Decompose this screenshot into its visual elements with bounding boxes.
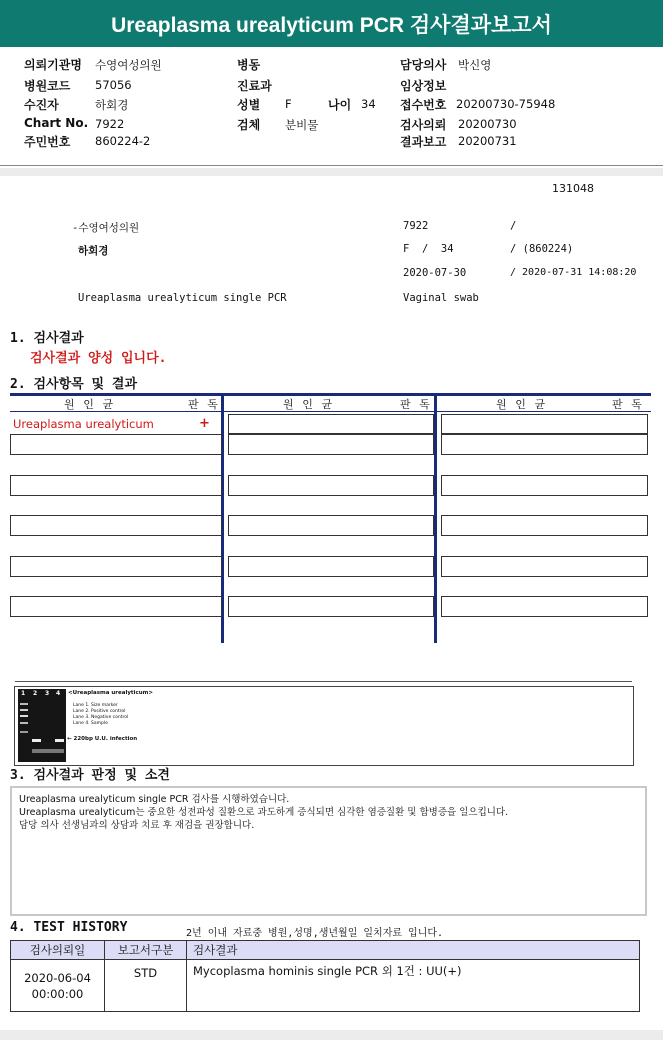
report-chart: 7922 xyxy=(403,220,429,232)
value-sex: F xyxy=(285,97,292,111)
organism-row1-mark: + xyxy=(199,416,210,431)
value-clinic: 수영여성의원 xyxy=(95,58,162,72)
report-sex-age: F / 34 xyxy=(403,243,454,255)
result-cell xyxy=(441,515,648,536)
history-col-result: 검사결과 xyxy=(187,941,640,960)
history-result: Mycoplasma hominis single PCR 외 1건 : UU(+) xyxy=(187,960,640,1012)
gel-band xyxy=(32,739,41,742)
label-patient: 수진자 xyxy=(24,98,59,112)
gel-band-label-text: 220bp U.U. infection xyxy=(73,736,138,742)
result-cell xyxy=(228,596,434,617)
history-type: STD xyxy=(105,960,187,1012)
report-code: 131048 xyxy=(552,182,594,195)
label-chart-no: Chart No. xyxy=(24,116,89,130)
section4-title: 4. TEST HISTORY xyxy=(10,920,128,935)
label-hospital-code: 병원코드 xyxy=(24,79,71,93)
history-note: 2년 이내 자료중 병원,성명,생년월일 일치자료 입니다. xyxy=(186,928,444,939)
result-cell xyxy=(10,475,222,496)
gel-image xyxy=(18,689,66,762)
value-request-date: 20200730 xyxy=(458,117,517,131)
history-col-date: 검사의뢰일 xyxy=(11,941,105,960)
label-clinical-info: 임상정보 xyxy=(400,79,447,93)
footer-bar xyxy=(0,1030,663,1040)
section1-title: 1. 검사결과 xyxy=(10,331,84,346)
result-cell xyxy=(10,596,222,617)
value-report-date: 20200731 xyxy=(458,134,517,148)
opinion-line: 담당 의사 선생님과의 상담과 치료 후 재검을 권장합니다. xyxy=(19,820,255,831)
result-cell xyxy=(228,475,434,496)
report-birth: / (860224) xyxy=(510,243,574,255)
label-resident-no: 주민번호 xyxy=(24,135,71,149)
value-specimen: 분비물 xyxy=(285,118,319,132)
gel-legend-line: Lane 3. Negative control xyxy=(73,715,129,720)
label-request-date: 검사의뢰 xyxy=(400,118,447,132)
result-cell xyxy=(10,556,222,577)
label-specimen: 검체 xyxy=(237,118,261,132)
value-chart-no: 7922 xyxy=(95,117,125,131)
opinion-text xyxy=(19,793,508,832)
gel-band xyxy=(55,739,64,742)
value-patient: 하회경 xyxy=(95,98,129,112)
gel-legend-line: Lane 1. Size marker xyxy=(73,703,118,708)
result-cell xyxy=(441,596,648,617)
gel-band xyxy=(20,709,28,711)
label-ward: 병동 xyxy=(237,58,261,72)
opinion-line: Ureaplasma urealyticum single PCR 검사를 시행하였습니다. xyxy=(19,794,290,805)
gel-top-rule xyxy=(15,681,632,682)
organism-row1-name: Ureaplasma urealyticum xyxy=(13,417,154,431)
value-hospital-code: 57056 xyxy=(95,78,132,92)
value-receipt-no: 20200730-75948 xyxy=(456,97,556,111)
history-header-row xyxy=(11,941,640,960)
gel-image-panel xyxy=(14,686,634,766)
history-col-type: 보고서구분 xyxy=(105,941,187,960)
section-divider xyxy=(0,168,663,176)
result-cell xyxy=(441,475,648,496)
label-department: 진료과 xyxy=(237,79,272,93)
result-cell xyxy=(441,556,648,577)
label-clinic: 의뢰기관명 xyxy=(24,58,82,72)
result-cell xyxy=(10,515,222,536)
result-cell xyxy=(10,434,222,455)
col-organism-1: 원 인 균 xyxy=(64,398,115,411)
gel-caption: <Ureaplasma urealyticum> xyxy=(68,690,153,696)
col-organism-2: 원 인 균 xyxy=(283,398,334,411)
col-judge-1: 판 독 xyxy=(188,398,219,411)
gel-band-label: ← 220bp U.U. infection xyxy=(67,736,138,742)
result-cell xyxy=(228,434,434,455)
report-slash: / xyxy=(510,220,517,232)
col-organism-3: 원 인 균 xyxy=(496,398,547,411)
value-age: 34 xyxy=(361,97,376,111)
section2-title: 2. 검사항목 및 결과 xyxy=(10,377,138,392)
report-date-in: 2020-07-30 xyxy=(403,267,467,279)
result-cell xyxy=(228,414,434,434)
gel-band xyxy=(20,715,28,717)
table-row xyxy=(11,960,640,1012)
section3-title: 3. 검사결과 판정 및 소견 xyxy=(10,768,170,783)
report-test-name: Ureaplasma urealyticum single PCR xyxy=(78,292,287,304)
report-clinic: -수영여성의원 xyxy=(72,222,140,234)
report-specimen: Vaginal swab xyxy=(403,292,479,304)
result-cell xyxy=(441,414,648,434)
value-resident-no: 860224-2 xyxy=(95,134,151,148)
col-judge-3: 판 독 xyxy=(612,398,643,411)
label-sex: 성별 xyxy=(237,98,261,112)
report-title-text: Ureaplasma urealyticum PCR 검사결과보고서 xyxy=(111,13,552,37)
report-patient: 하회경 xyxy=(78,245,109,257)
report-clinic-text: 수영여성의원 xyxy=(78,222,140,234)
header-info xyxy=(0,49,663,166)
report-title xyxy=(0,0,663,47)
gel-band xyxy=(20,722,28,724)
lane-label: 2 xyxy=(33,690,38,697)
history-time: 00:00:00 xyxy=(31,986,84,1001)
col-judge-2: 판 독 xyxy=(400,398,431,411)
col-divider-2 xyxy=(434,395,437,643)
value-doctor: 박신영 xyxy=(458,58,492,72)
opinion-line: Ureaplasma urealyticum는 중요한 성전파성 질환으로 과도하게 증식되면 심각한 염증질환 및 합병증을 일으킵니다. xyxy=(19,807,509,818)
positive-result-text: 검사결과 양성 입니다. xyxy=(30,351,167,366)
gel-legend-line: Lane 4. Sample xyxy=(73,721,108,726)
result-cell xyxy=(228,515,434,536)
report-date-out: / 2020-07-31 14:08:20 xyxy=(510,267,637,278)
label-report-date: 결과보고 xyxy=(400,135,447,149)
label-receipt-no: 접수번호 xyxy=(400,98,447,112)
gel-band xyxy=(20,703,28,705)
gel-band xyxy=(32,749,64,753)
lane-label: 1 xyxy=(21,690,26,697)
gel-band xyxy=(20,731,28,733)
history-date: 2020-06-04 xyxy=(24,970,91,985)
history-date-cell xyxy=(11,960,105,1012)
result-cell xyxy=(441,434,648,455)
label-doctor: 담당의사 xyxy=(400,58,447,72)
result-cell xyxy=(228,556,434,577)
label-age: 나이 xyxy=(328,98,352,112)
opinion-box xyxy=(10,786,647,916)
lane-label: 4 xyxy=(56,690,61,697)
history-table xyxy=(10,940,640,1012)
gel-legend-line: Lane 2. Positive control xyxy=(73,709,126,714)
lane-label: 3 xyxy=(45,690,50,697)
